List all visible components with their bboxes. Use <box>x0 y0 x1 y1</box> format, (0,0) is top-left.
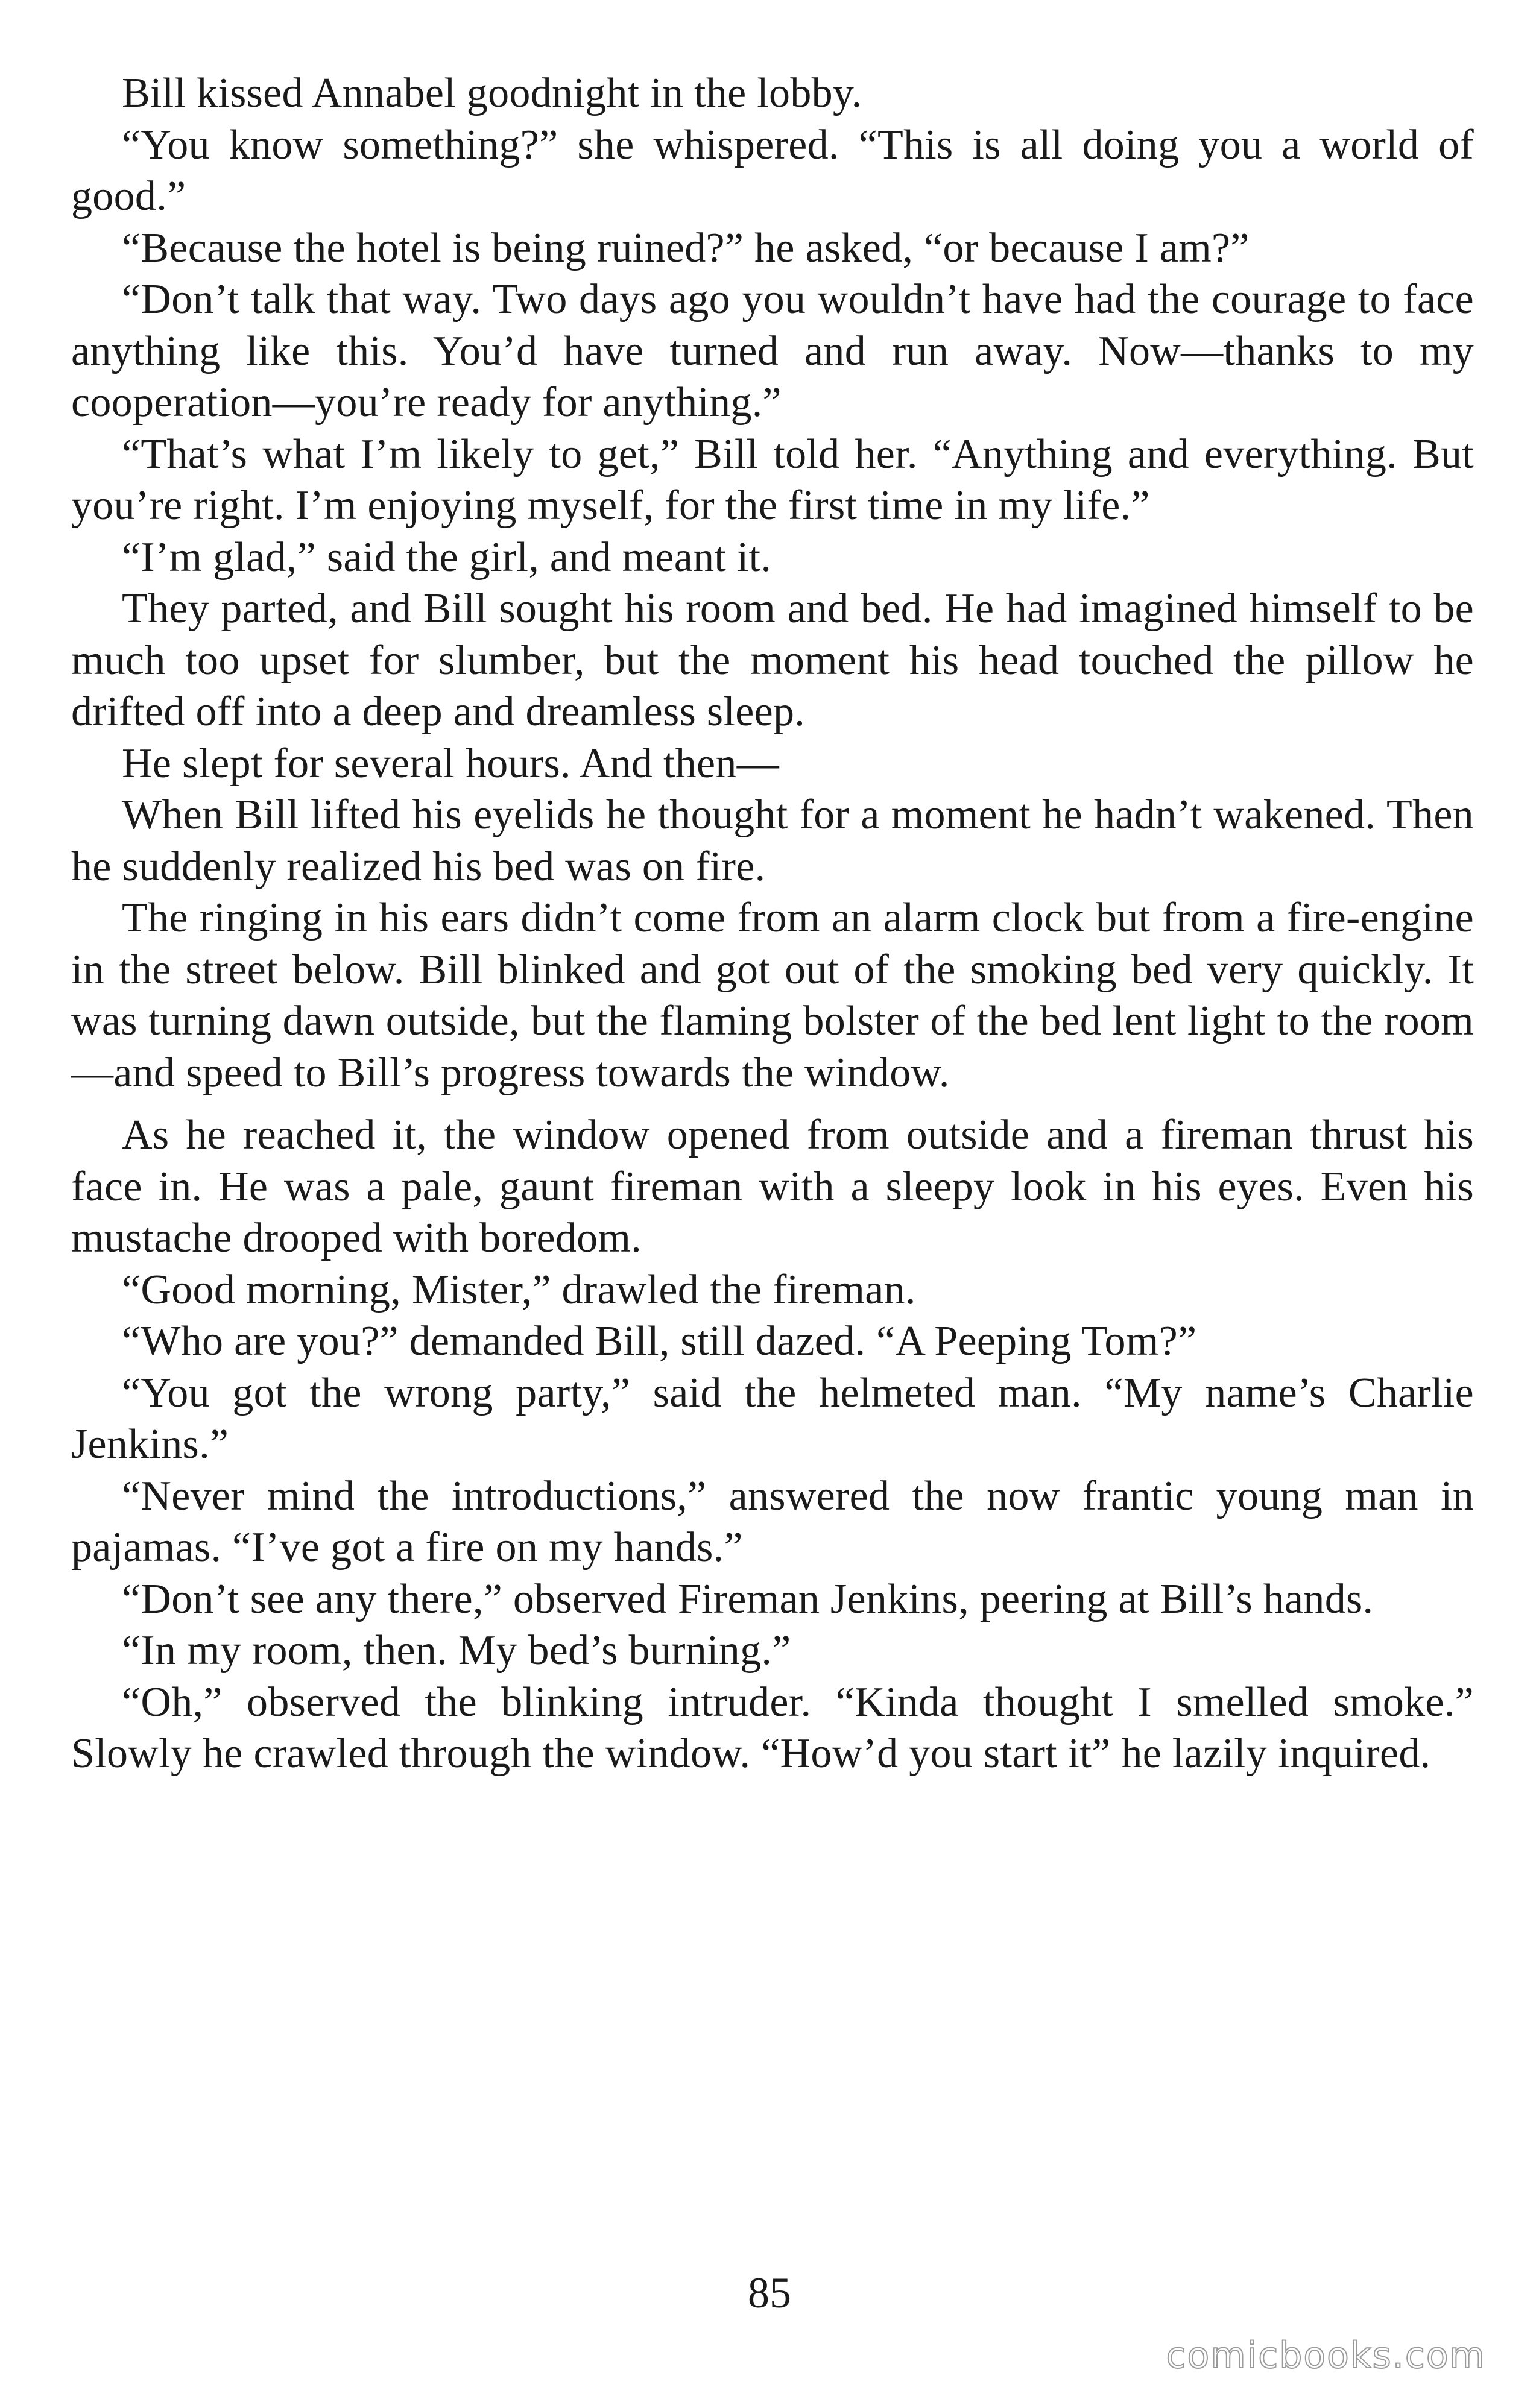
paragraph: As he reached it, the window opened from outside and a fireman thrust his face in. He was a pale, gaunt fireman with a sleepy look in his eyes. Even his mustache drooped with boredom. <box>71 1112 1474 1261</box>
paragraph: “In my room, then. My bed’s burning.” <box>122 1627 791 1674</box>
paragraph: “I’m glad,” said the girl, and meant it. <box>122 534 772 581</box>
paragraph: When Bill lifted his eyelids he thought for a moment he hadn’t wakened. Then he suddenly realized his bed was on fire. <box>71 792 1474 890</box>
paragraph: “Oh,” observed the blinking intruder. “Kinda thought I smelled smoke.” Slowly he crawled through the window. “How’d you start it” he lazily inquired. <box>71 1678 1474 1777</box>
paragraph: “Because the hotel is being ruined?” he asked, “or because I am?” <box>122 224 1250 271</box>
paragraph: “Don’t talk that way. Two days ago you wouldn’t have had the courage to face anything like this. You’d have turned and run away. Now—thanks to my cooperation—you’re ready for anything.” <box>71 276 1474 426</box>
paragraph: “That’s what I’m likely to get,” Bill told her. “Anything and everything. But you’re right. I’m enjoying myself, for the first time in my life.” <box>71 430 1474 529</box>
paragraph: He slept for several hours. And then— <box>122 740 780 787</box>
paragraph: Bill kissed Annabel goodnight in the lobby. <box>122 70 862 116</box>
watermark: comicbooks.com <box>1166 2334 1486 2377</box>
paragraph: The ringing in his ears didn’t come from an alarm clock but from a fire-engine in the street below. Bill blinked and got out of the smoking bed very quickly. It was turning dawn outside, but the flaming bolster of the bed lent light to the room—and speed to Bill’s progress towards the window. <box>71 895 1474 1096</box>
paragraph: “You got the wrong party,” said the helmeted man. “My name’s Charlie Jenkins.” <box>71 1369 1474 1467</box>
paragraph: “Who are you?” demanded Bill, still dazed. “A Peeping Tom?” <box>122 1318 1197 1364</box>
page-text <box>71 68 1474 1780</box>
paragraph: “Good morning, Mister,” drawled the fireman. <box>122 1266 916 1313</box>
page-number: 85 <box>748 2269 791 2317</box>
paragraph: “You know something?” she whispered. “This is all doing you a world of good.” <box>71 121 1474 219</box>
paragraph: “Don’t see any there,” observed Fireman Jenkins, peering at Bill’s hands. <box>122 1575 1374 1622</box>
paragraph: “Never mind the introductions,” answered the now frantic young man in pajamas. “I’ve got a fire on my hands.” <box>71 1472 1474 1571</box>
paragraph: They parted, and Bill sought his room and bed. He had imagined himself to be much too upset for slumber, but the moment his head touched the pillow he drifted off into a deep and dreamless sleep. <box>71 585 1474 735</box>
